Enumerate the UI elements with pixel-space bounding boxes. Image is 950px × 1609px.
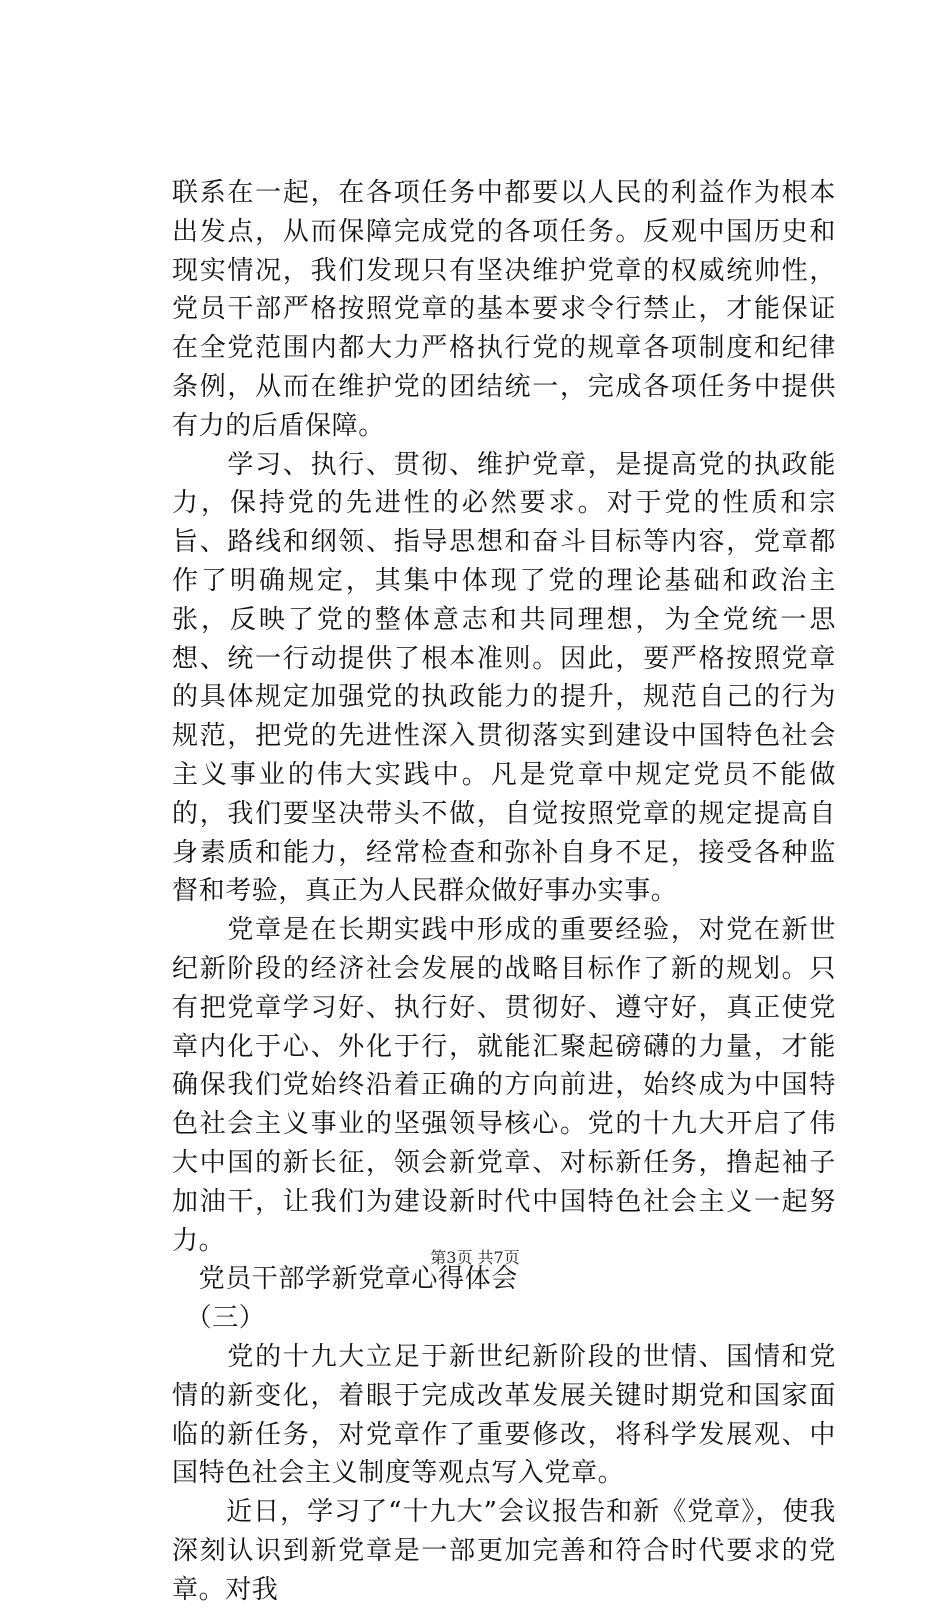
page-number: 第3页 共7页 bbox=[430, 1248, 520, 1267]
document-body bbox=[172, 174, 836, 1609]
section-title: 党员干部学新党章心得体会 bbox=[172, 1264, 518, 1295]
paragraph-3: 党章是在长期实践中形成的重要经验，对党在新世纪新阶段的经济社会发展的战略目标作了新的规划。只有把党章学习好、执行好、贯彻好、遵守好，真正使党章内化于心、外化于行，就能汇聚起磅礴的力量，才能确保我们党始终沿着正确的方向前进，始终成为中国特色社会主义事业的坚强领导核心。党的十九大开启了伟大中国的新长征，领会新党章、对标新任务，撸起袖子加油干，让我们为建设新时代中国特色社会主义一起努力。 bbox=[172, 915, 836, 1256]
paragraph-2: 学习、执行、贯彻、维护党章，是提高党的执政能力，保持党的先进性的必然要求。对于党的性质和宗旨、路线和纲领、指导思想和奋斗目标等内容，党章都作了明确规定，其集中体现了党的理论基础和政治主张，反映了党的整体意志和共同理想，为全党统一思想、统一行动提供了根本准则。因此，要严格按照党章的具体规定加强党的执政能力的提升，规范自己的行为规范，把党的先进性深入贯彻落实到建设中国特色社会主义事业的伟大实践中。凡是党章中规定党员不能做的，我们要坚决带头不做，自觉按照党章的规定提高自身素质和能力，经常检查和弥补自身不足，接受各种监督和考验，真正为人民群众做好事办实事。 bbox=[172, 449, 836, 907]
paragraph-4: 党的十九大立足于新世纪新阶段的世情、国情和党情的新变化，着眼于完成改革发展关键时期党和国家面临的新任务，对党章作了重要修改，将科学发展观、中国特色社会主义制度等观点写入党章。 bbox=[172, 1341, 836, 1489]
paragraph-5: 近日，学习了“十九大”会议报告和新《党章》，使我深刻认识到新党章是一部更加完善和符合时代要求的党章。对我 bbox=[172, 1497, 836, 1605]
page-footer bbox=[0, 1245, 950, 1268]
section-number: （三） bbox=[172, 1303, 266, 1334]
paragraph-1: 联系在一起，在各项任务中都要以人民的利益作为根本出发点，从而保障完成党的各项任务。反观中国历史和现实情况，我们发现只有坚决维护党章的权威统帅性，党员干部严格按照党章的基本要求令行禁止，才能保证在全党范围内都大力严格执行党的规章各项制度和纪律条例，从而在维护党的团结统一，完成各项任务中提供有力的后盾保障。 bbox=[172, 178, 836, 441]
